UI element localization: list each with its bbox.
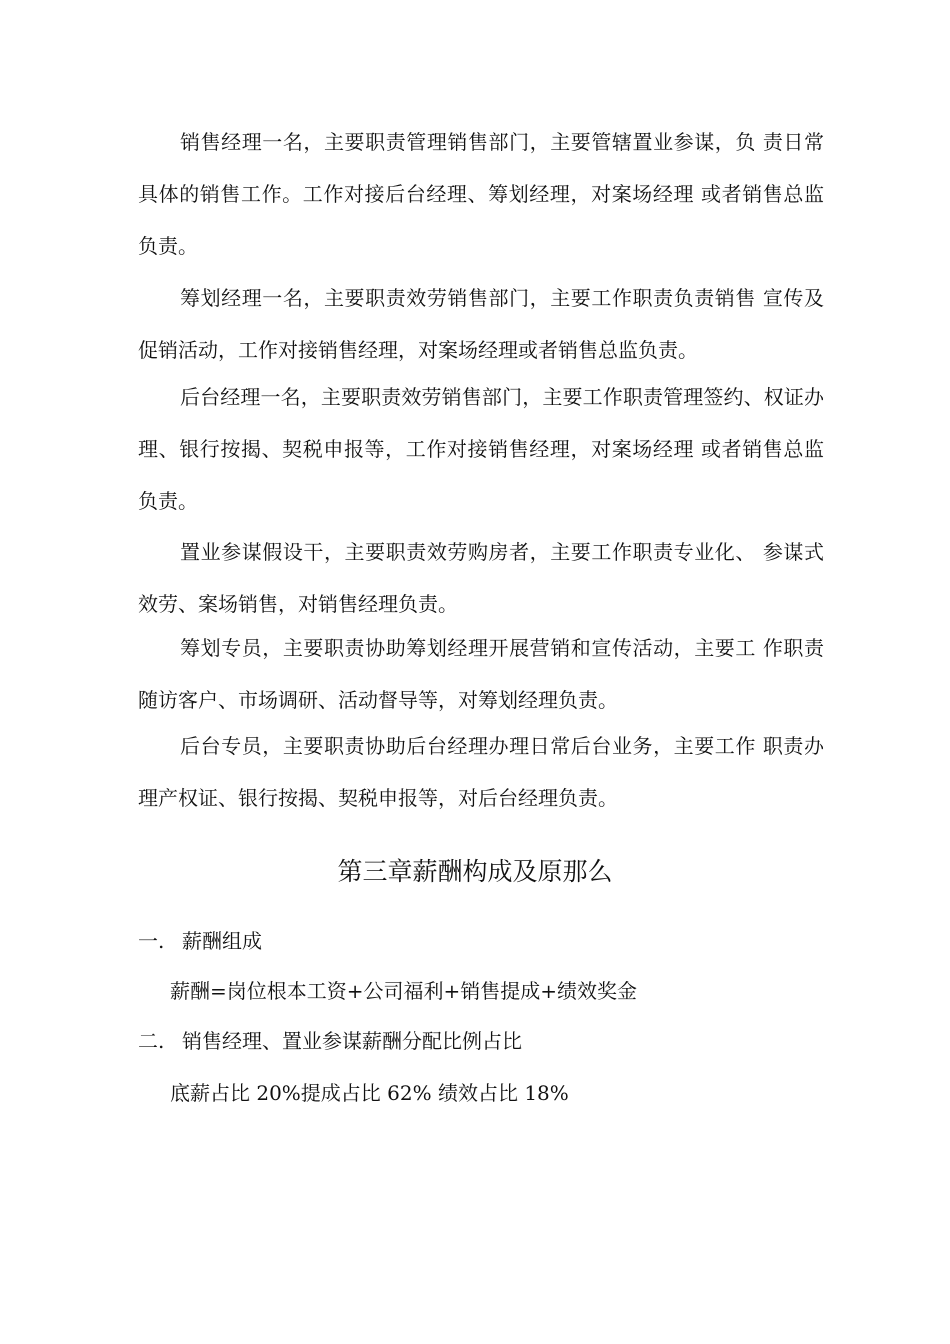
paragraph-planning-specialist: 筹划专员，主要职责协助筹划经理开展营销和宣传活动，主要工 作职责随访客户、市场调研、活动督导等，对筹划经理负责。 (138, 636, 824, 712)
section-heading-salary-composition (138, 921, 262, 961)
section-number: 一. (138, 929, 165, 953)
chapter-title: 第三章薪酬构成及原那么 (337, 857, 613, 886)
paragraph-property-consultant: 置业参谋假设干，主要职责效劳购房者，主要工作职责专业化、 参谋式效劳、案场销售，对销售经理负责。 (138, 540, 824, 616)
paragraph-sales-manager: 销售经理一名，主要职责管理销售部门，主要管辖置业参谋，负 责日常具体的销售工作。工作对接后台经理、筹划经理，对案场经理 或者销售总监负责。 (138, 130, 824, 258)
section-title: 薪酬组成 (182, 929, 262, 953)
section-title: 销售经理、置业参谋薪酬分配比例占比 (182, 1029, 522, 1053)
section-number: 二. (138, 1029, 165, 1053)
section-heading-salary-ratio (138, 1021, 522, 1061)
paragraph-backoffice-manager: 后台经理一名，主要职责效劳销售部门，主要工作职责管理签约、权证办理、银行按揭、契税申报等，工作对接销售经理，对案场经理 或者销售总监负责。 (138, 385, 824, 513)
salary-formula: 薪酬=岗位根本工资+公司福利+销售提成+绩效奖金 (170, 979, 638, 1003)
salary-ratio-line: 底薪占比 20%提成占比 62% 绩效占比 18% (170, 1081, 569, 1105)
paragraph-backoffice-specialist: 后台专员，主要职责协助后台经理办理日常后台业务，主要工作 职责办理产权证、银行按揭、契税申报等，对后台经理负责。 (138, 734, 824, 810)
paragraph-planning-manager: 筹划经理一名，主要职责效劳销售部门，主要工作职责负责销售 宣传及促销活动，工作对接销售经理，对案场经理或者销售总监负责。 (138, 286, 824, 362)
